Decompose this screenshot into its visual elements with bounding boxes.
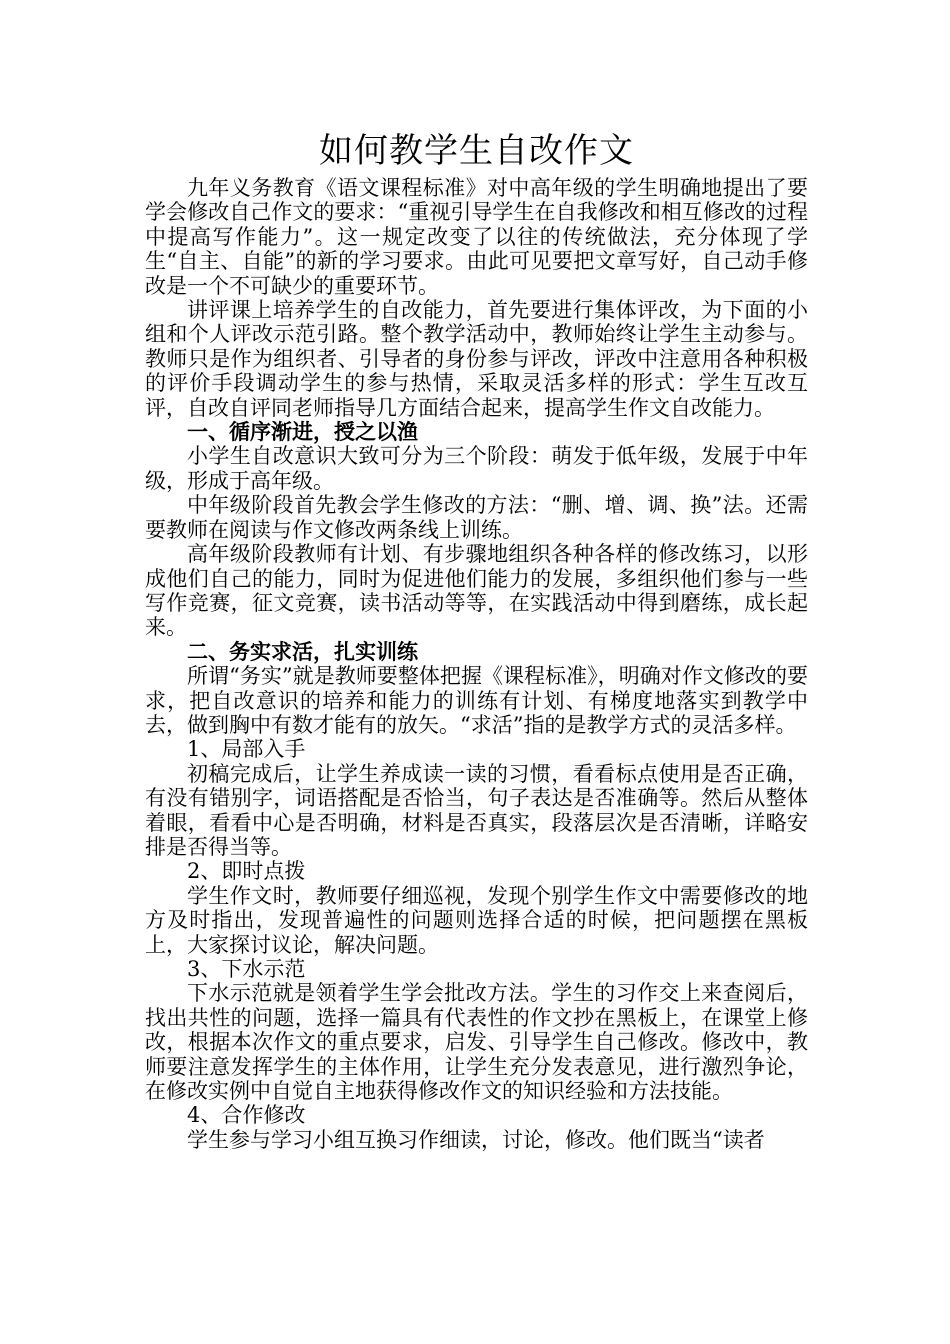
paragraph: 中年级阶段首先教会学生修改的方法：“删、增、调、换”法。还需要教师在阅读与作文修改两条线上训练。 — [145, 493, 808, 542]
paragraph: 高年级阶段教师有计划、有步骤地组织各种各样的修改练习，以形成他们自己的能力，同时为促进他们能力的发展，多组织他们参与一些写作竞赛，征文竞赛，读书活动等等，在实践活动中得到磨练，成长起来。 — [145, 542, 808, 640]
paragraph: 学生参与学习小组互换习作细读，讨论，修改。他们既当“读者 — [187, 1127, 765, 1152]
paragraph: 初稿完成后，让学生养成读一读的习惯，看看标点使用是否正确，有没有错别字，词语搭配是否恰当，句子表达是否准确等。然后从整体着眼，看看中心是否明确，材料是否真实，段落层次是否清晰，详略安排是否得当等。 — [145, 761, 808, 859]
subheading: 3、下水示范 — [187, 957, 306, 981]
paragraph: 下水示范就是领着学生学会批改方法。学生的习作交上来查阅后，找出共性的问题，选择一篇具有代表性的作文抄在黑板上，在课堂上修改，根据本次作文的重点要求，启发、引导学生自己修改。修改中，教师要注意发挥学生的主体作用，让学生充分发表意见，进行激烈争论，在修改实例中自觉自主地获得修改作文的知识经验和方法技能。 — [145, 981, 808, 1104]
subheading: 2、即时点拨 — [187, 859, 306, 884]
document-title: 如何教学生自改作文 — [319, 131, 634, 171]
section-heading: 二、务实求活，扎实训练 — [187, 638, 418, 664]
subheading: 4、合作修改 — [187, 1103, 306, 1128]
paragraph: 学生作文时，教师要仔细巡视，发现个别学生作文中需要修改的地方及时指出，发现普遍性的问题则选择合适的时候，把问题摆在黑板上，大家探讨议论，解决问题。 — [145, 883, 808, 957]
paragraph: 九年义务教育《语文课程标准》对中高年级的学生明确地提出了要学会修改自己作文的要求：“重视引导学生在自我修改和相互修改的过程中提高写作能力”。这一规定改变了以往的传统做法，充分体现了学生“自主、自能”的新的学习要求。由此可见要把文章写好，自己动手修改是一个不可缺少的重要环节。 — [145, 176, 808, 298]
paragraph: 讲评课上培养学生的自改能力，首先要进行集体评改，为下面的小组和个人评改示范引路。整个教学活动中，教师始终让学生主动参与。教师只是作为组织者、引导者的身份参与评改，评改中注意用各种积极的评价手段调动学生的参与热情，采取灵活多样的形式：学生互改互评，自改自评同老师指导几方面结合起来，提高学生作文自改能力。 — [145, 298, 808, 420]
paragraph: 小学生自改意识大致可分为三个阶段：萌发于低年级，发展于中年级，形成于高年级。 — [145, 444, 808, 493]
subheading: 1、局部入手 — [187, 737, 306, 762]
paragraph: 所谓“务实”就是教师要整体把握《课程标准》，明确对作文修改的要求，把自改意识的培养和能力的训练有计划、有梯度地落实到教学中去，做到胸中有数才能有的放矢。“求活”指的是教学方式的灵活多样。 — [145, 664, 808, 737]
section-heading: 一、循序渐进，授之以渔 — [187, 419, 418, 445]
document-page — [145, 126, 808, 1152]
